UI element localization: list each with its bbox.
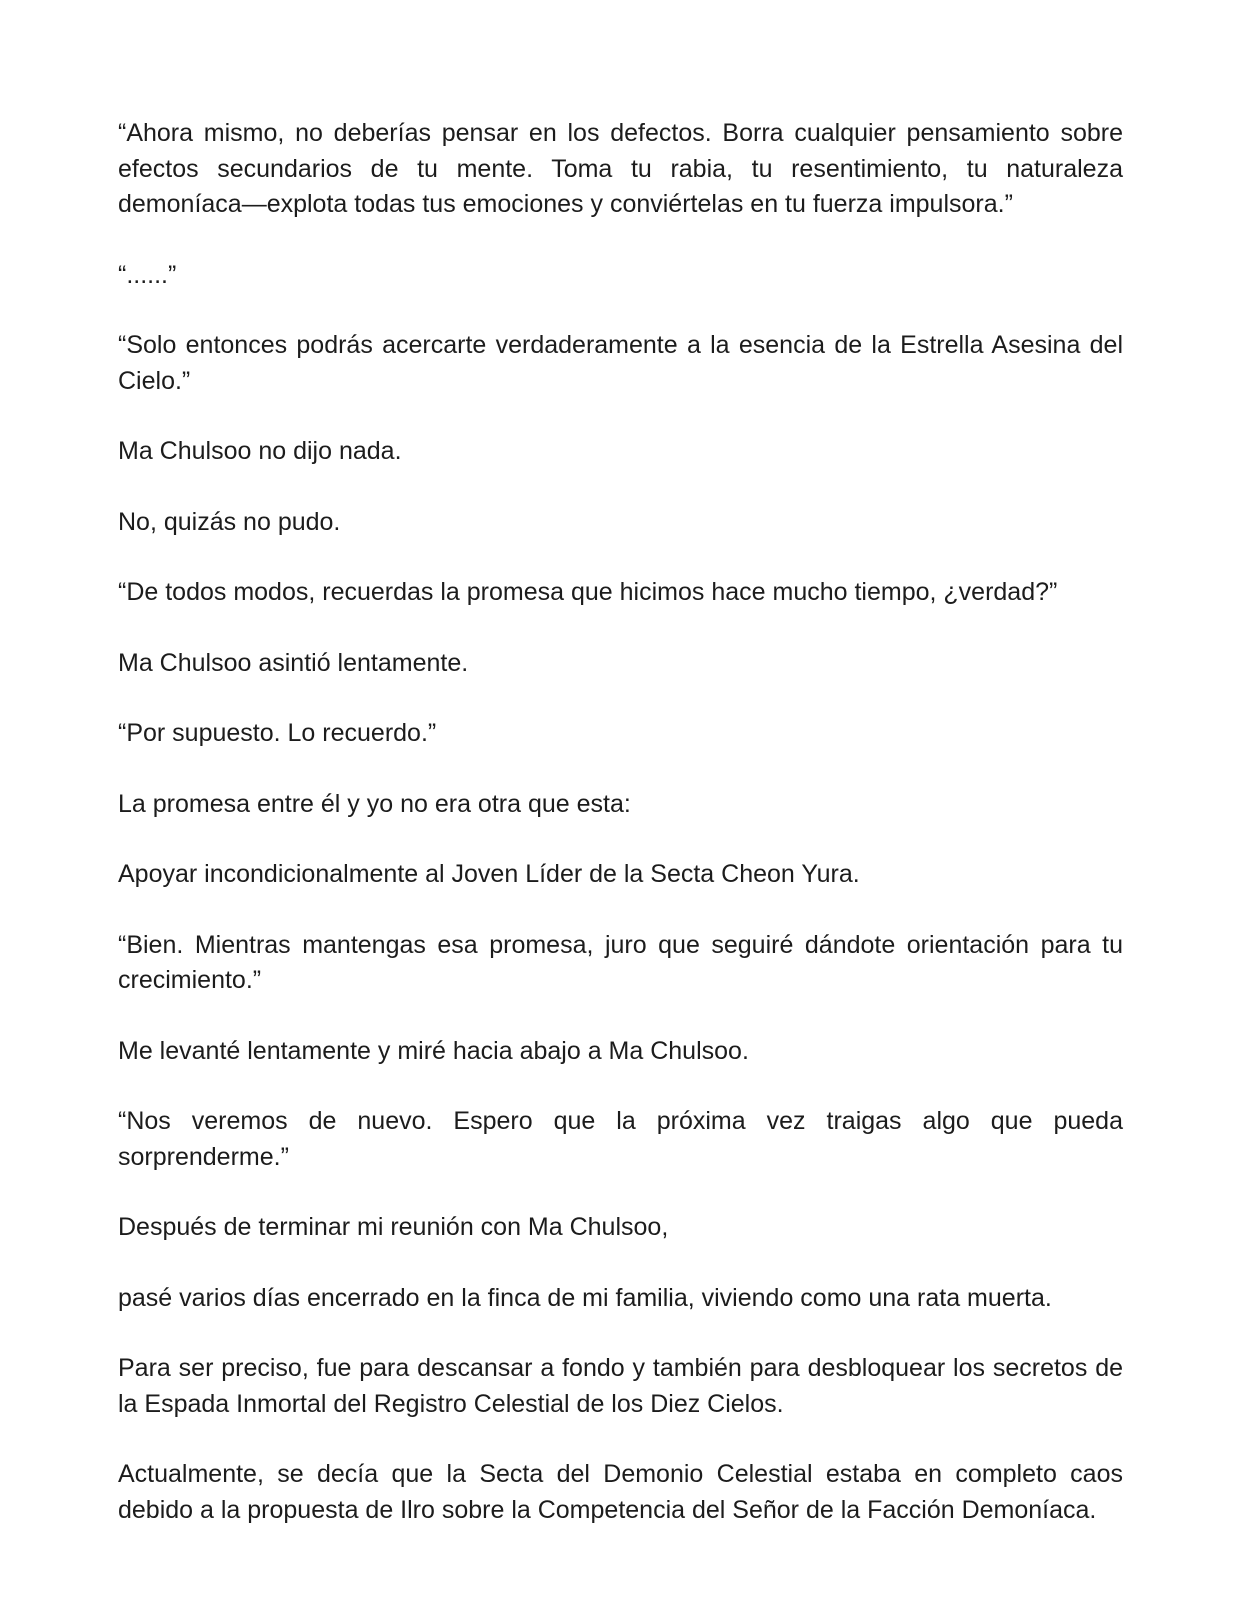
paragraph-5: No, quizás no pudo.	[118, 507, 341, 536]
document-body	[118, 116, 1123, 1563]
paragraph-17: Actualmente, se decía que la Secta del Demonio Celestial estaba en completo caos debido a la propuesta de Ilro sobre la Competencia del Señor de la Facción Demoníaca.	[118, 1460, 1123, 1524]
paragraph-1: “Ahora mismo, no deberías pensar en los defectos. Borra cualquier pensamiento sobre efectos secundarios de tu mente. Toma tu rabia, tu resentimiento, tu naturaleza demoníaca—explota todas tus emociones y conviértelas en tu fuerza impulsora.”	[118, 119, 1123, 218]
paragraph-8: “Por supuesto. Lo recuerdo.”	[118, 719, 437, 747]
paragraph-14: Después de terminar mi reunión con Ma Chulsoo,	[118, 1213, 669, 1241]
paragraph-16: Para ser preciso, fue para descansar a fondo y también para desbloquear los secretos de la Espada Inmortal del Registro Celestial de los Diez Cielos.	[118, 1354, 1123, 1418]
paragraph-11: “Bien. Mientras mantengas esa promesa, juro que seguiré dándote orientación para tu crecimiento.”	[118, 930, 1123, 994]
paragraph-12: Me levanté lentamente y miré hacia abajo a Ma Chulsoo.	[118, 1036, 749, 1065]
paragraph-4: Ma Chulsoo no dijo nada.	[118, 437, 402, 465]
paragraph-2: “......”	[118, 260, 177, 289]
paragraph-3: “Solo entonces podrás acercarte verdaderamente a la esencia de la Estrella Asesina del Cielo.”	[118, 331, 1123, 395]
paragraph-13: “Nos veremos de nuevo. Espero que la próxima vez traigas algo que pueda sorprenderme.”	[118, 1107, 1123, 1171]
paragraph-15: pasé varios días encerrado en la finca de mi familia, viviendo como una rata muerta.	[118, 1283, 1052, 1312]
paragraph-9: La promesa entre él y yo no era otra que esta:	[118, 789, 631, 818]
paragraph-6: “De todos modos, recuerdas la promesa que hicimos hace mucho tiempo, ¿verdad?”	[118, 578, 1058, 606]
paragraph-7: Ma Chulsoo asintió lentamente.	[118, 648, 469, 677]
paragraph-10: Apoyar incondicionalmente al Joven Líder de la Secta Cheon Yura.	[118, 860, 860, 888]
